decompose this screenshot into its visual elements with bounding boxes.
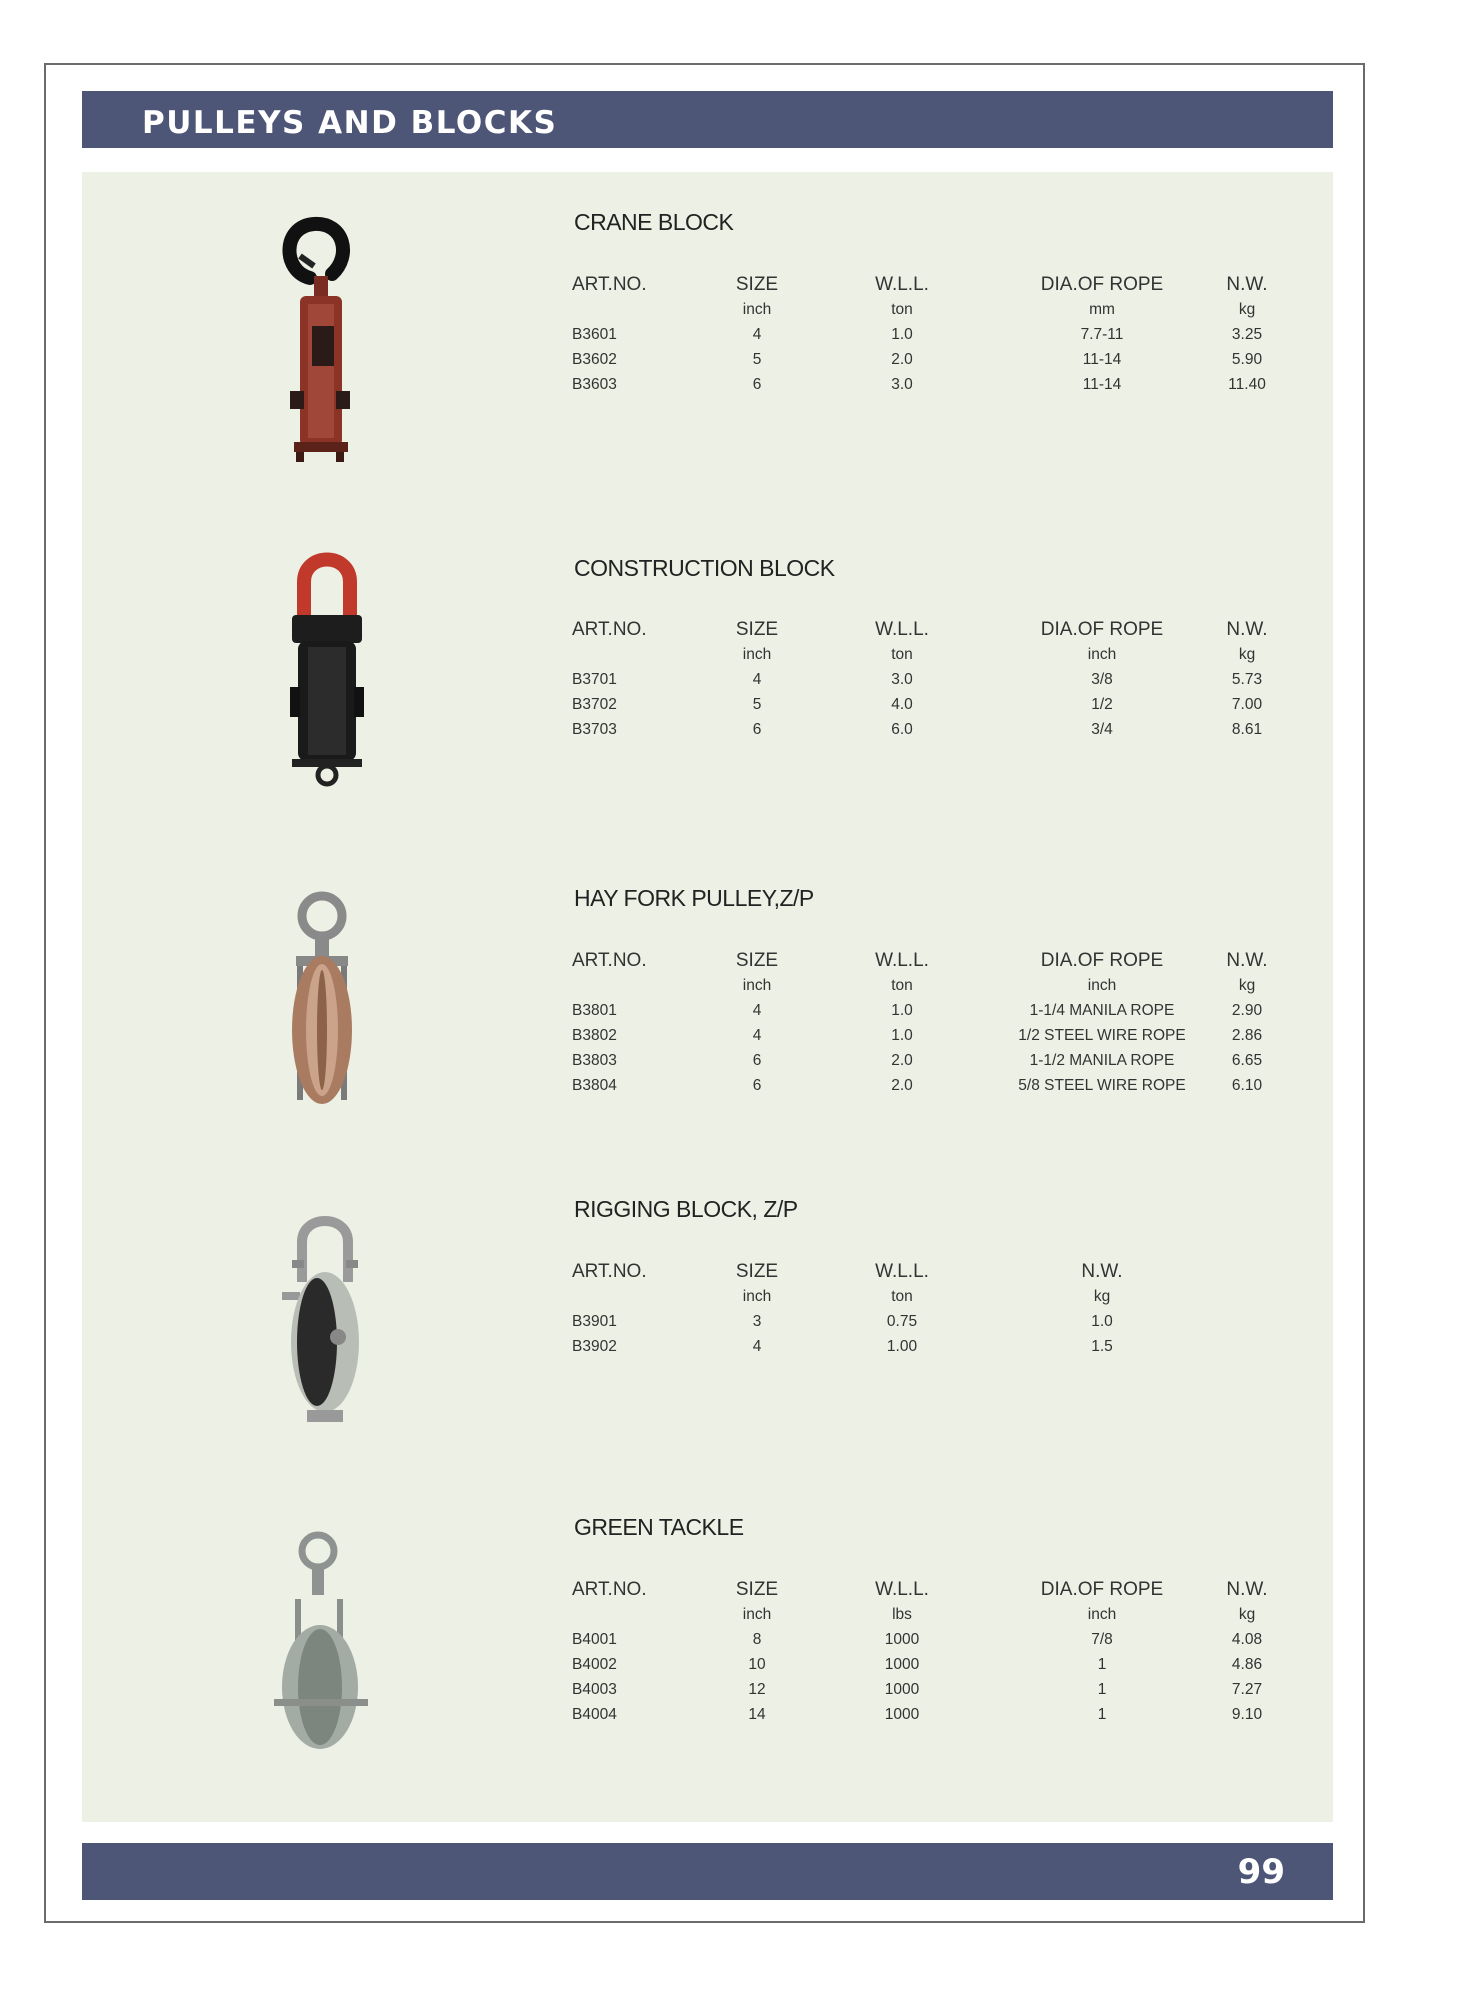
spec-table xyxy=(572,1259,1292,1359)
table-row xyxy=(572,692,1292,717)
units-row xyxy=(572,643,1292,667)
page-number: 99 xyxy=(1237,1852,1285,1892)
header-wll: W.L.L. xyxy=(875,619,929,640)
table-header-row xyxy=(572,948,1292,974)
spec-table xyxy=(572,1577,1292,1727)
table-header-row xyxy=(572,272,1292,298)
cell-size: 4 xyxy=(752,325,762,343)
cell-wll: 2.0 xyxy=(891,1076,913,1094)
cell-wll: 3.0 xyxy=(891,375,913,393)
cell-dia: 1 xyxy=(1097,1655,1107,1673)
cell-wll: 6.0 xyxy=(891,720,913,738)
cell-size: 6 xyxy=(752,1051,762,1069)
table-header-row xyxy=(572,1577,1292,1603)
product-title: CONSTRUCTION BLOCK xyxy=(574,555,835,581)
construction-block-image xyxy=(252,547,392,787)
units-row xyxy=(572,974,1292,998)
cell-dia: 3/4 xyxy=(1091,720,1113,738)
header-wll: W.L.L. xyxy=(875,274,929,295)
cell-size: 4 xyxy=(752,1001,762,1019)
unit-nw: kg xyxy=(1238,646,1256,663)
unit-empty xyxy=(1202,1285,1292,1309)
cell-size: 4 xyxy=(752,1337,762,1355)
unit-wll: lbs xyxy=(892,1606,912,1623)
units-row xyxy=(572,1603,1292,1627)
cell-size: 4 xyxy=(752,670,762,688)
cell-wll: 1000 xyxy=(884,1705,920,1723)
cell-size: 6 xyxy=(752,375,762,393)
cell-nw: 7.27 xyxy=(1231,1680,1263,1698)
cell-nw: 8.61 xyxy=(1231,720,1263,738)
unit-wll: ton xyxy=(891,646,913,663)
cell-art: B3603 xyxy=(572,375,617,393)
table-row xyxy=(572,1309,1292,1334)
cell-size: 10 xyxy=(748,1655,766,1673)
header-dia-of-rope: DIA.OF ROPE xyxy=(1040,950,1164,971)
unit-nw: kg xyxy=(1238,301,1256,318)
cell-dia: 1-1/4 MANILA ROPE xyxy=(1029,1001,1175,1019)
cell-art: B4002 xyxy=(572,1655,617,1673)
cell-dia: 7/8 xyxy=(1091,1630,1113,1648)
table-row xyxy=(572,347,1292,372)
green-tackle-image xyxy=(252,1527,392,1767)
unit-nw: kg xyxy=(1093,1288,1111,1305)
header-art-no: ART.NO. xyxy=(572,950,647,971)
cell-art: B3702 xyxy=(572,695,617,713)
unit-wll: ton xyxy=(891,301,913,318)
cell-nw: 1.5 xyxy=(1091,1337,1113,1355)
unit-wll: ton xyxy=(891,977,913,994)
unit-dia: inch xyxy=(1087,646,1117,663)
cell-wll: 1.0 xyxy=(891,1001,913,1019)
header-nw: N.W. xyxy=(1226,1579,1268,1600)
unit-size: inch xyxy=(742,1606,772,1623)
content-area xyxy=(82,172,1333,1822)
cell-nw: 6.65 xyxy=(1231,1051,1263,1069)
cell-nw: 4.08 xyxy=(1231,1630,1263,1648)
cell-nw: 2.90 xyxy=(1231,1001,1263,1019)
footer-bar xyxy=(82,1843,1333,1900)
header-wll: W.L.L. xyxy=(875,950,929,971)
spec-table xyxy=(572,948,1292,1098)
unit-nw: kg xyxy=(1238,1606,1256,1623)
header-wll: W.L.L. xyxy=(875,1261,929,1282)
cell-art: B3802 xyxy=(572,1026,617,1044)
cell-size: 5 xyxy=(752,695,762,713)
cell-wll: 0.75 xyxy=(886,1312,918,1330)
unit-nw: kg xyxy=(1238,977,1256,994)
cell-art: B4003 xyxy=(572,1680,617,1698)
cell-wll: 1000 xyxy=(884,1680,920,1698)
cell-dia: 11-14 xyxy=(1082,375,1122,393)
cell-dia: 11-14 xyxy=(1082,350,1122,368)
cell-size: 4 xyxy=(752,1026,762,1044)
cell-art: B4004 xyxy=(572,1705,617,1723)
cell-empty xyxy=(1202,1334,1292,1359)
unit-dia: inch xyxy=(1087,1606,1117,1623)
cell-art: B3803 xyxy=(572,1051,617,1069)
cell-empty xyxy=(1202,1309,1292,1334)
header-art-no: ART.NO. xyxy=(572,619,647,640)
cell-dia: 1 xyxy=(1097,1705,1107,1723)
header-size: SIZE xyxy=(735,1261,779,1282)
cell-dia: 3/8 xyxy=(1091,670,1113,688)
cell-size: 6 xyxy=(752,1076,762,1094)
table-header-row xyxy=(572,1259,1292,1285)
header-art-no: ART.NO. xyxy=(572,1579,647,1600)
product-title: CRANE BLOCK xyxy=(574,209,734,235)
unit-size: inch xyxy=(742,1288,772,1305)
table-row xyxy=(572,717,1292,742)
cell-size: 5 xyxy=(752,350,762,368)
cell-wll: 2.0 xyxy=(891,350,913,368)
cell-wll: 1.0 xyxy=(891,1026,913,1044)
cell-nw: 9.10 xyxy=(1231,1705,1263,1723)
header-size: SIZE xyxy=(735,274,779,295)
product-title: HAY FORK PULLEY,Z/P xyxy=(574,885,814,911)
table-row xyxy=(572,1652,1292,1677)
cell-wll: 1000 xyxy=(884,1655,920,1673)
cell-nw: 4.86 xyxy=(1231,1655,1263,1673)
cell-dia: 5/8 STEEL WIRE ROPE xyxy=(1018,1076,1186,1094)
unit-size: inch xyxy=(742,977,772,994)
cell-dia: 1 xyxy=(1097,1680,1107,1698)
cell-wll: 1.0 xyxy=(891,325,913,343)
product-title: RIGGING BLOCK, Z/P xyxy=(574,1196,798,1222)
header-empty xyxy=(1202,1259,1292,1285)
header-art-no: ART.NO. xyxy=(572,1261,647,1282)
cell-nw: 6.10 xyxy=(1231,1076,1263,1094)
table-row xyxy=(572,667,1292,692)
table-header-row xyxy=(572,617,1292,643)
table-row xyxy=(572,1023,1292,1048)
header-nw: N.W. xyxy=(1081,1261,1123,1282)
cell-wll: 2.0 xyxy=(891,1051,913,1069)
header-size: SIZE xyxy=(735,1579,779,1600)
cell-dia: 1/2 xyxy=(1091,695,1113,713)
cell-nw: 5.90 xyxy=(1231,350,1263,368)
spec-table xyxy=(572,272,1292,397)
header-art-no: ART.NO. xyxy=(572,274,647,295)
header-size: SIZE xyxy=(735,619,779,640)
units-row xyxy=(572,298,1292,322)
cell-art: B3701 xyxy=(572,670,617,688)
unit-dia: inch xyxy=(1087,977,1117,994)
cell-nw: 1.0 xyxy=(1091,1312,1113,1330)
cell-dia: 1-1/2 MANILA ROPE xyxy=(1029,1051,1175,1069)
cell-dia: 1/2 STEEL WIRE ROPE xyxy=(1018,1026,1186,1044)
cell-wll: 4.0 xyxy=(891,695,913,713)
table-row xyxy=(572,1334,1292,1359)
header-nw: N.W. xyxy=(1226,619,1268,640)
table-row xyxy=(572,372,1292,397)
header-dia-of-rope: DIA.OF ROPE xyxy=(1040,274,1164,295)
table-row xyxy=(572,1677,1292,1702)
cell-art: B3901 xyxy=(572,1312,617,1330)
header-size: SIZE xyxy=(735,950,779,971)
table-row xyxy=(572,322,1292,347)
header-dia-of-rope: DIA.OF ROPE xyxy=(1040,619,1164,640)
table-row xyxy=(572,1073,1292,1098)
cell-art: B3804 xyxy=(572,1076,617,1094)
table-row xyxy=(572,1048,1292,1073)
table-row xyxy=(572,998,1292,1023)
cell-nw: 7.00 xyxy=(1231,695,1263,713)
cell-nw: 2.86 xyxy=(1231,1026,1263,1044)
cell-wll: 1000 xyxy=(884,1630,920,1648)
unit-size: inch xyxy=(742,646,772,663)
cell-wll: 1.00 xyxy=(886,1337,918,1355)
hay-fork-pulley-image xyxy=(252,890,392,1120)
cell-art: B3801 xyxy=(572,1001,617,1019)
cell-size: 12 xyxy=(748,1680,766,1698)
product-title: GREEN TACKLE xyxy=(574,1514,744,1540)
cell-size: 8 xyxy=(752,1630,762,1648)
crane-block-image xyxy=(252,216,392,466)
table-row xyxy=(572,1702,1292,1727)
cell-art: B3703 xyxy=(572,720,617,738)
cell-nw: 5.73 xyxy=(1231,670,1263,688)
cell-art: B3902 xyxy=(572,1337,617,1355)
cell-dia: 7.7-11 xyxy=(1080,325,1124,343)
page-title: PULLEYS AND BLOCKS xyxy=(142,105,558,141)
cell-size: 6 xyxy=(752,720,762,738)
unit-size: inch xyxy=(742,301,772,318)
rigging-block-image xyxy=(252,1212,392,1442)
units-row xyxy=(572,1285,1292,1309)
cell-wll: 3.0 xyxy=(891,670,913,688)
unit-dia: mm xyxy=(1089,301,1115,318)
cell-nw: 3.25 xyxy=(1231,325,1263,343)
header-nw: N.W. xyxy=(1226,950,1268,971)
cell-art: B3601 xyxy=(572,325,617,343)
header-wll: W.L.L. xyxy=(875,1579,929,1600)
cell-nw: 11.40 xyxy=(1228,375,1266,393)
header-bar xyxy=(82,91,1333,148)
cell-size: 14 xyxy=(748,1705,766,1723)
cell-art: B3602 xyxy=(572,350,617,368)
cell-size: 3 xyxy=(752,1312,762,1330)
cell-art: B4001 xyxy=(572,1630,617,1648)
spec-table xyxy=(572,617,1292,742)
header-dia-of-rope: DIA.OF ROPE xyxy=(1040,1579,1164,1600)
header-nw: N.W. xyxy=(1226,274,1268,295)
table-row xyxy=(572,1627,1292,1652)
unit-wll: ton xyxy=(891,1288,913,1305)
